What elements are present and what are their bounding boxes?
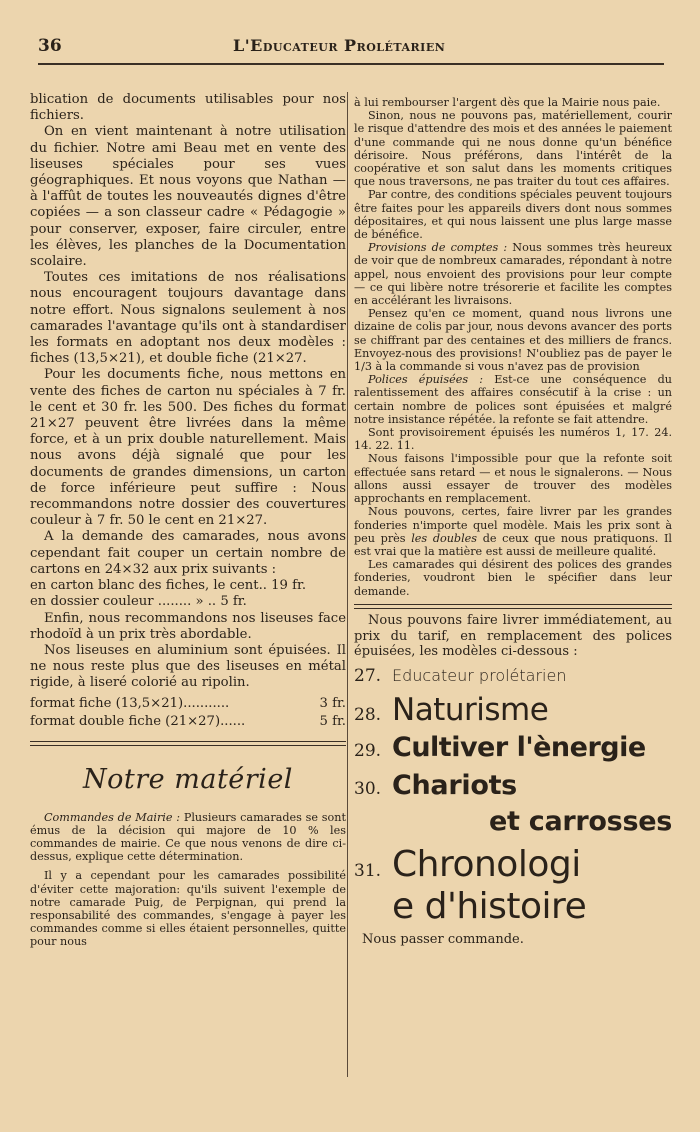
emphasis: les doubles — [411, 531, 478, 545]
catalog-sample: Naturisme — [392, 692, 549, 729]
paragraph: Nos liseuses en aluminium sont épuisées. Il ne nous reste plus que des liseuses en métal rigide, à liseré colorié au ripolin. — [30, 642, 346, 691]
closing-line: Nous passer commande. — [362, 932, 524, 948]
catalog-sample: Chariots — [392, 770, 517, 802]
paragraph — [354, 241, 672, 307]
catalog-item — [354, 732, 672, 770]
catalog-item — [354, 770, 672, 806]
paragraph-text: Est-ce une conséquence du ralentissement des affaires consécutif à la crise : un certain nombre de polices sont épuisées et malgré notre insistance répétée. la refonte se fait attendre. — [354, 373, 672, 426]
paragraph: Nous pouvons faire livrer immédiatement, au prix du tarif, en remplacement des polices épuisées, les modèles ci-dessous : — [354, 612, 672, 660]
page-number: 36 — [38, 36, 62, 56]
catalog-item-continued — [354, 806, 672, 844]
catalog-number: 27. — [354, 666, 382, 687]
paragraph: Sinon, nous ne pouvons pas, matériellement, courir le risque d'attendre des mois et des années le paiement d'une commande qui ne nous donne qu'un bénéfice dérisoire. Nous préférons, dans l'intérêt de la coopérative et son salut dans les moments critiques que nous traversons, ne pas traiter du tout ces affaires. — [354, 109, 672, 189]
price-line: en dossier couleur ........ » .. 5 fr. — [30, 594, 247, 610]
paragraph-text: Nous sommes très heureux de voir que de nombreux camarades, répondant à notre appel, nous envoient des provisions pour leur compte — ce qui libère notre trésorerie et facilite les comptes en accélérant les livraisons. — [354, 241, 672, 308]
catalog-number: 31. — [354, 861, 382, 882]
paragraph — [354, 373, 672, 426]
catalog-sample: e d'histoire — [392, 886, 587, 928]
catalog-number: 30. — [354, 779, 382, 800]
price-line: en carton blanc des fiches, le cent.. 19 fr. — [30, 578, 307, 594]
paragraph: Nous faisons l'impossible pour que la refonte soit effectuée sans retard — et nous le signalerons. — Nous allons aussi essayer de trouver des modèles approchants en remplacement. — [354, 452, 672, 506]
paragraph: blication de documents utilisables pour nos fichiers. — [30, 92, 346, 124]
paragraph-text: Plusieurs camarades se sont émus de la décision qui majore de 10 % les commandes de mairie. Ce que nous venons de dire ci-dessus, explique cette détermination. — [30, 810, 346, 864]
subheading: Polices épuisées : — [368, 373, 484, 387]
format-price: 3 fr. — [319, 695, 346, 711]
catalog-item — [354, 692, 672, 732]
paragraph: Toutes ces imitations de nos réalisations nous encouragent toujours davantage dans notre effort. Nous signalons seulement à nos camarades l'avantage qu'ils ont à standardiser les formats en adoptant nos deux modèles : fiches (13,5×21), et double fiche (21×27. — [30, 270, 346, 367]
paragraph: Sont provisoirement épuisés les numéros 1, 17. 24. 14. 22. 11. — [354, 426, 672, 453]
left-column — [30, 92, 346, 949]
catalog-sample: Chronologi — [392, 844, 581, 886]
typeface-catalog — [354, 666, 672, 928]
paragraph: Pensez qu'en ce moment, quand nous livrons une dizaine de colis par jour, nous devons avancer des ports se chiffrant par des centaines et des milliers de francs. Envoyez-nous des provisions! N'oubliez pas de payer le 1/3 à la commande si vous n'avez pas de provision — [354, 307, 672, 374]
journal-title: L'Educateur Prolétarien — [233, 36, 446, 55]
running-head — [38, 36, 664, 64]
format-row — [30, 695, 346, 713]
catalog-sample: Educateur prolétarien — [392, 666, 567, 686]
catalog-item — [354, 666, 672, 692]
format-row — [30, 713, 346, 731]
column-divider — [347, 92, 348, 1077]
format-price: 5 fr. — [319, 713, 346, 729]
header-rule — [38, 63, 664, 65]
subheading: Commandes de Mairie : — [44, 810, 181, 824]
paragraph-text: de ceux que nous pratiquons. Il est vrai que la matière est aussi de meilleure qualité. — [354, 531, 672, 558]
paragraph: A la demande des camarades, nous avons cependant fait couper un certain nombre de cartons en 24×32 aux prix suivants : — [30, 529, 346, 577]
catalog-number: 28. — [354, 705, 382, 726]
catalog-item-continued — [354, 886, 672, 928]
paragraph: On en vient maintenant à notre utilisation du fichier. Notre ami Beau met en vente des liseuses spéciales pour ses vues géographiques. Et nous voyons que Nathan — à l'affût de toutes les nouveautés dignes d'être copiées — a son classeur cadre « Pédagogie » pour conserver, exposer, faire circuler, entre les élèves, les planches de la Documentation scolaire. — [30, 124, 346, 270]
catalog-number: 29. — [354, 741, 382, 762]
right-column — [354, 96, 672, 947]
catalog-sample: Cultiver l'ènergie — [392, 732, 646, 764]
section-rule — [354, 604, 672, 609]
section-rule — [30, 741, 346, 746]
paragraph: Enfin, nous recommandons nos liseuses face rhodoïd à un prix très abordable. — [30, 610, 346, 642]
paragraph: Il y a cependant pour les camarades possibilité d'éviter cette majoration: qu'ils suivent l'exemple de notre camarade Puig, de Perpignan, qui prend la responsabilité des commandes, s'engage à payer les commandes comme si elles étaient personnelles, quitte pour nous — [30, 869, 346, 949]
subheading: Provisions de comptes : — [368, 241, 508, 255]
paragraph — [30, 811, 346, 864]
format-label: format fiche (13,5×21)........... — [30, 695, 230, 711]
paragraph: Par contre, des conditions spéciales peuvent toujours être faites pour les appareils divers dont nous sommes dépositaires, et qui nous laissent une plus large masse de bénéfice. — [354, 188, 672, 242]
catalog-item — [354, 844, 672, 886]
section-title: Notre matériel — [83, 763, 293, 795]
paragraph-text: Nous pouvons, certes, faire livrer par les grandes fonderies n'importe quel modèle. Mais les prix sont à peu près — [354, 505, 672, 545]
paragraph: Pour les documents fiche, nous mettons en vente des fiches de carton nu spéciales à 7 fr. le cent et 30 fr. les 500. Des fiches du format 21×27 peuvent être livrées dans la même force, et à un prix double naturellement. Mais nous avons déjà signalé que pour les documents de grandes dimensions, un carton de force inférieure peut suffire : Nous recommandons notre dossier des couvertures couleur à 7 fr. 50 le cent en 21×27. — [30, 367, 346, 529]
catalog-sample: et carrosses — [489, 806, 672, 838]
paragraph — [354, 505, 672, 558]
format-label: format double fiche (21×27)...... — [30, 713, 246, 729]
paragraph: à lui rembourser l'argent dès que la Mairie nous paie. — [354, 96, 661, 109]
paragraph: Les camarades qui désirent des polices des grandes fonderies, voudront bien le spécifier dans leur demande. — [354, 558, 672, 598]
